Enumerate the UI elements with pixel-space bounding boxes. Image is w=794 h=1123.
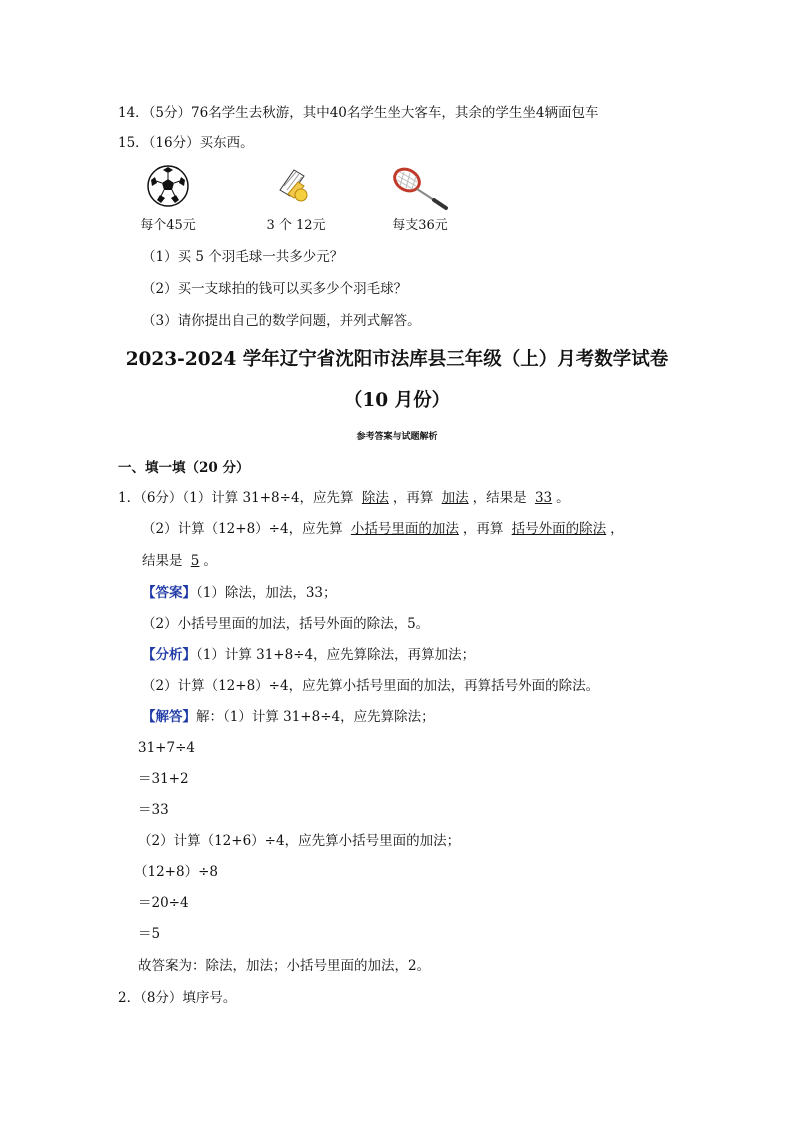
question-2: 2．（8分）填序号。 — [118, 990, 237, 1006]
goods-label: 每个45元 — [140, 218, 196, 233]
answer-tag: 【答案】 — [142, 585, 196, 601]
question-15-sub-3: （3）请你提出自己的数学问题，并列式解答。 — [142, 313, 421, 329]
calc-step: ＝5 — [138, 926, 161, 942]
answer-heading: 参考答案与试题解析 — [356, 432, 438, 442]
answer-line-1: 【答案】（1）除法，加法，33； — [142, 585, 337, 601]
calc-step: ＝31+2 — [138, 771, 189, 787]
badminton-racket-icon — [380, 164, 460, 212]
q1-part3: 结果是 5 。 — [142, 553, 217, 569]
shuttlecock-icon — [256, 164, 336, 208]
goods-label: 每支36元 — [392, 218, 448, 233]
answer-blank: 小括号里面的加法 — [350, 521, 459, 537]
final-answer: 故答案为：除法，加法；小括号里面的加法，2。 — [138, 958, 431, 974]
analysis-line-2: （2）计算（12+8）÷4，应先算小括号里面的加法，再算括号外面的除法。 — [142, 678, 600, 694]
exam-title: 2023-2024 学年辽宁省沈阳市法库县三年级（上）月考数学试卷 — [125, 349, 669, 370]
calc-step: ＝33 — [138, 802, 169, 818]
answer-blank: 33 — [534, 490, 553, 506]
question-14: 14．（5分）76名学生去秋游，其中40名学生坐大客车，其余的学生坐4辆面包车 — [118, 105, 599, 121]
section-heading: 一、填一填（20 分） — [118, 460, 250, 476]
answer-blank: 括号外面的除法 — [511, 521, 607, 537]
answer-blank: 除法 — [361, 490, 389, 506]
answer-blank: 加法 — [441, 490, 469, 506]
calc-step: （12+8）÷8 — [134, 864, 218, 880]
question-15: 15．（16分）买东西。 — [118, 135, 254, 151]
goods-racket — [380, 164, 460, 233]
answer-line-2: （2）小括号里面的加法，括号外面的除法，5。 — [142, 616, 430, 632]
soccer-ball-icon — [128, 164, 208, 208]
solution-line-1: 【解答】解：（1）计算 31+8÷4，应先算除法； — [142, 709, 435, 725]
calc-step: ＝20÷4 — [138, 895, 189, 911]
q1-part1: 1．（6分）（1）计算 31+8÷4，应先算 除法 ，再算 加法 ，结果是 33 。 — [118, 490, 570, 506]
goods-shuttlecock — [256, 164, 336, 233]
analysis-line-1: 【分析】（1）计算 31+8÷4，应先算除法，再算加法； — [142, 647, 476, 663]
analysis-tag: 【分析】 — [142, 647, 196, 663]
calc-step: 31+7÷4 — [138, 740, 195, 756]
exam-subtitle: （10 月份） — [343, 390, 451, 411]
answer-blank: 5 — [190, 553, 200, 569]
goods-label: 3 个 12元 — [266, 218, 326, 233]
goods-soccer — [128, 164, 208, 233]
solution-line-2: （2）计算（12+6）÷4，应先算小括号里面的加法； — [138, 833, 461, 849]
solution-tag: 【解答】 — [142, 709, 196, 725]
q1-part2: （2）计算（12+8）÷4，应先算 小括号里面的加法 ，再算 括号外面的除法 ， — [142, 521, 624, 537]
question-15-sub-2: （2）买一支球拍的钱可以买多少个羽毛球？ — [142, 281, 408, 297]
question-15-sub-1: （1）买 5 个羽毛球一共多少元？ — [142, 249, 344, 265]
